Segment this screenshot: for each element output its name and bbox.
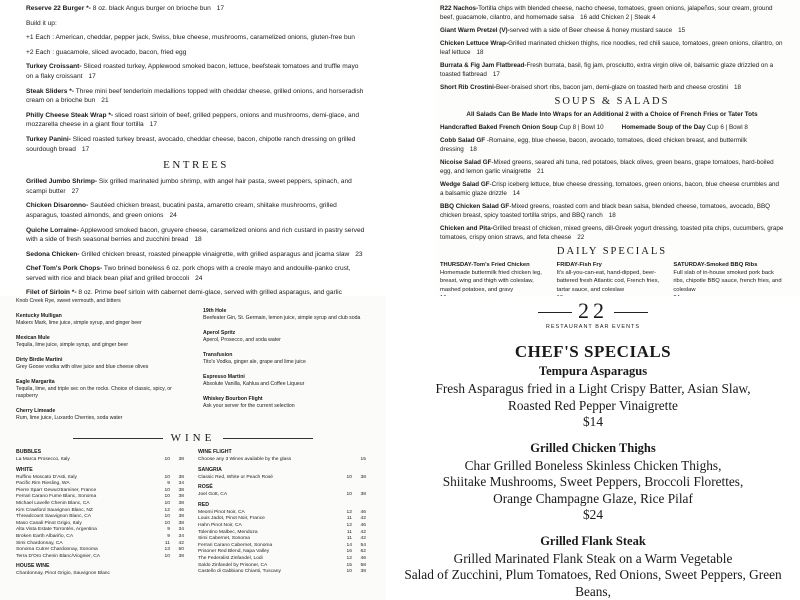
cocktail-name: Espresso Martini <box>203 374 245 380</box>
wine-glass-price: 12 <box>346 555 352 561</box>
wine-name: Simi Chardonnay, CA <box>16 540 63 546</box>
chef-special-desc: Orange Champagne Glaze, Rice Pilaf <box>493 490 693 506</box>
wine-name: Choose any 3 Wines available by the glass <box>198 457 292 462</box>
starter-item <box>440 39 784 57</box>
starter-item-price: 18 <box>476 49 484 56</box>
cocktail-name: Mexican Mule <box>16 335 50 341</box>
chef-special-desc: Roasted Red Pepper Vinaigrette <box>508 397 678 413</box>
wine-bottle-price: 38 <box>178 520 184 526</box>
wine-name: Pacific Rim Riesling, WA <box>16 481 70 487</box>
wine-category: BUBBLES <box>16 449 42 455</box>
salad-item-name: Chicken and Pita- <box>440 225 493 232</box>
sandwich-item-name: Turkey Croissant- <box>26 63 82 71</box>
entree-item <box>26 288 366 296</box>
wine-row <box>198 475 366 482</box>
starter-item-name: Short Rib Crostini- <box>440 84 496 91</box>
wine-bottle-price: 38 <box>178 500 184 506</box>
soup-item <box>440 123 604 132</box>
wine-row <box>198 549 366 556</box>
wine-glass-price: 10 <box>164 520 170 526</box>
wine-bottle-price: 58 <box>360 562 366 568</box>
wine-category: RED <box>198 501 209 508</box>
wine-bottle-price: 42 <box>360 529 366 535</box>
chef-special-desc: Char Grilled Boneless Skinless Chicken Thighs, <box>464 457 722 473</box>
cocktail-name: Dirty Birdie Martini <box>16 357 63 363</box>
salad-item-desc: -Crisp iceberg lettuce, blue cheese dressing, tomatoes, green onions, bacon, blue cheese crumbles and a balsamic glaze drizzle <box>440 181 780 197</box>
sandwich-item <box>26 87 366 106</box>
starter-item-name: Burrata & Fig Jam Flatbread- <box>440 62 527 69</box>
cocktail-desc: Tito's Vodka, ginger ale, grape and lime juice <box>203 359 306 365</box>
starter-item-price: 17 <box>492 71 500 78</box>
sandwich-item-desc: +2 Each : guacamole, sliced avocado, bacon, fried egg <box>26 48 187 56</box>
entree-item <box>26 226 366 245</box>
salad-item <box>440 136 784 154</box>
starter-item-name: Chicken Lettuce Wrap- <box>440 40 509 47</box>
wine-category: HOUSE WINE <box>16 563 50 570</box>
wine-row <box>16 527 184 534</box>
starter-item-price: 18 <box>734 84 742 91</box>
wine-glass-price: 9 <box>167 527 170 533</box>
wine-glass-price: 12 <box>346 522 352 528</box>
daily-special-desc: Homemade buttermilk fried chicken leg, breast, wing and thigh with coleslaw, mashed potatoes, and gravy <box>440 270 542 293</box>
cocktail-columns <box>16 298 366 430</box>
starter-item <box>440 61 784 79</box>
entree-item-name: Filet of Sirloin *- <box>26 289 77 296</box>
cocktail-name: Eagle Margarita <box>16 379 55 385</box>
soup-item-price: Cup 8 | Bowl 10 <box>557 124 604 131</box>
wine-row <box>16 571 184 578</box>
daily-special-day: THURSDAY-Tom's Fried Chicken <box>440 262 530 268</box>
entrees-heading: ENTREES <box>163 159 229 172</box>
salad-item-name: Nicoise Salad GF <box>440 159 492 166</box>
wine-category: WINE FLIGHT <box>198 449 232 455</box>
wine-name: Broken Earth Albariño, CA <box>16 533 74 539</box>
daily-special-day: FRIDAY-Fish Fry <box>556 262 602 268</box>
chef-special-price: $24 <box>583 507 603 522</box>
wrap-note: All Salads Can Be Made Into Wraps for an Additional 2 with a Choice of French Fries or Tater Tots <box>466 111 758 118</box>
daily-special-desc: It's all-you-can-eat, hand-dipped, beer-battered fresh Atlantic cod, French fries, tartar sauce, and coleslaw <box>556 270 660 293</box>
wine-category: SANGRIA <box>198 466 222 473</box>
cocktail-item <box>203 374 366 388</box>
wine-bottle-price: 38 <box>178 494 184 500</box>
sandwich-item-price: 17 <box>216 5 225 12</box>
wine-name: Hahn Pinot Noir, CA <box>198 522 242 528</box>
cocktail-item <box>16 379 179 400</box>
starter-item <box>440 4 784 22</box>
cocktail-desc: Beefeater Gin, St. Germain, lemon juice, simple syrup and club soda <box>203 315 361 321</box>
wine-row <box>16 514 184 521</box>
entree-item <box>26 177 366 196</box>
wine-row <box>16 534 184 541</box>
wine-name: Meomi Pinot Noir, CA <box>198 509 245 515</box>
wine-name: Ruffino Moscato D'Asti, Italy <box>16 474 77 480</box>
cocktail-item <box>16 357 179 371</box>
entree-item-name: Chef Tom's Pork Chops- <box>26 265 103 273</box>
wine-row <box>198 556 366 563</box>
wine-bottle-price: 34 <box>178 481 184 487</box>
sandwich-item-desc: sliced roast sirloin of beef, grilled peppers, onions and mushrooms, demi-glace, and mozzarella cheese in a giant flour tortilla <box>26 111 360 129</box>
sandwich-item-desc: Sliced roasted turkey, Applewood smoked bacon, lettuce, beefsteak tomatoes and truffle mayo on a flaky croissant <box>26 63 359 80</box>
wine-bottle-price: 42 <box>360 516 366 522</box>
wine-glass-price: 12 <box>164 507 170 513</box>
wine-heading: WINE <box>0 432 386 444</box>
entree-item-name: Grilled Jumbo Shrimp- <box>26 178 98 186</box>
cocktail-item <box>16 298 179 305</box>
soup-item-name: Homemade Soup of the Day <box>621 124 706 131</box>
daily-special <box>557 261 668 296</box>
daily-specials-heading: DAILY SPECIALS <box>556 246 668 257</box>
wine-name: Louis Jadot, Pinot Noir, France <box>198 516 265 522</box>
wine-row <box>16 547 184 554</box>
menu-panel-chefs-specials <box>386 296 800 600</box>
cocktail-name: Transfusion <box>203 352 233 358</box>
wine-name: La Marca Prosecco, Italy <box>16 457 70 462</box>
entree-item <box>26 264 366 283</box>
salad-item <box>440 158 784 176</box>
sandwich-item-name: Turkey Panini- <box>26 135 71 143</box>
cocktail-desc: Absolute Vanilla, Kahlua and Coffee Liqueur <box>203 381 305 387</box>
salad-item-desc: -Mixed greens, seared ahi tuna, red potatoes, black olives, green beans, grape tomatoes, hard-boiled egg, and lemon garlic vinaigrette <box>440 159 774 175</box>
sandwiches-entrees-content <box>26 4 366 296</box>
wine-name: Joel Gott, CA <box>198 492 228 498</box>
wine-name: Ferrari Carano Cabernet, Sonoma <box>198 542 273 548</box>
cocktail-desc: Grey Goose vodka with olive juice and blue cheese olives <box>16 364 149 370</box>
wine-glass-price: 10 <box>346 492 352 498</box>
wine-row <box>16 457 184 464</box>
menu-panel-sandwiches-entrees <box>0 0 436 296</box>
wine-name: Kim Crawford Sauvignon Blanc, NZ <box>16 507 93 513</box>
wine-glass-price: 13 <box>164 547 170 553</box>
entree-item-desc: 8 oz. Prime beef sirloin with cabernet demi-glace, served with grilled asparagus, and garlic <box>78 289 342 296</box>
entree-item-price: 23 <box>355 250 363 258</box>
soup-item <box>622 123 748 132</box>
sandwich-list <box>26 4 366 154</box>
cocktail-list-right <box>203 298 366 430</box>
starter-item <box>440 26 784 35</box>
salad-item <box>440 202 784 220</box>
entree-item-name: Quiche Lorraine- <box>26 226 79 234</box>
chef-special-name: Grilled Flank Steak <box>540 533 646 548</box>
sandwich-item <box>26 4 366 14</box>
wine-glass-price: 11 <box>346 516 352 522</box>
cocktail-item <box>203 352 366 366</box>
cocktail-name: 19th Hole <box>203 308 227 314</box>
wine-glass-price: 15 <box>346 562 352 568</box>
chefs-specials-list <box>386 364 800 600</box>
wine-name: Ferrari Carano Fume Blanc, Sonoma <box>16 494 97 500</box>
wine-glass-price: 11 <box>346 529 352 535</box>
wine-bottle-price: 38 <box>360 474 366 480</box>
wine-name: Threadcount Sauvignon Blanc, CA <box>16 514 92 520</box>
chef-special-name: Tempura Asparagus <box>538 364 648 378</box>
wine-glass-price: 14 <box>346 542 352 548</box>
soups-salads-heading: SOUPS & SALADS <box>554 96 670 107</box>
entree-list <box>26 177 366 296</box>
sandwich-item <box>26 33 366 43</box>
wine-bottle-price: 38 <box>178 457 184 462</box>
wine-name: Chardonnay, Pinot Grigio, Sauvignon Blanc <box>16 571 110 577</box>
sandwich-item-name: Reserve 22 Burger *- <box>26 5 91 12</box>
sandwich-item-price: 17 <box>81 145 90 153</box>
entree-item-price: 24 <box>195 274 203 282</box>
salad-item-desc: Grilled breast of chicken, mixed greens, dill-Greek yogurt dressing, toasted pita chips, cucumbers, grape tomatoes, crispy onion straws, and feta cheese <box>440 225 784 241</box>
wine-glass-price: 10 <box>164 494 170 500</box>
wine-bottle-price: 54 <box>360 542 366 548</box>
wine-list-left <box>16 446 184 578</box>
chef-special-name: Grilled Chicken Thighs <box>530 440 656 455</box>
wine-name: Simi Cabernet, Sonoma <box>198 536 250 542</box>
wine-name: Alta Vista Estate Torrontés, Argentina <box>16 527 97 533</box>
sandwich-item-price: 21 <box>101 97 109 105</box>
wine-glass-price <box>338 457 352 464</box>
wine-category: WHITE <box>16 466 33 473</box>
cocktail-desc: Ask your server for the current selection <box>203 403 295 409</box>
wine-bottle-price: 38 <box>360 569 366 575</box>
wine-bottle-price: 42 <box>178 540 184 546</box>
starter-list <box>440 4 784 92</box>
salad-item <box>440 180 784 198</box>
wine-glass-price: 11 <box>346 536 352 542</box>
entree-item <box>26 250 366 260</box>
wine-name: Saldo Zinfandel by Prisoner, CA <box>198 562 268 568</box>
cocktail-item <box>203 308 366 322</box>
wine-name: Prisoner Red Blend, Napa Valley <box>198 549 270 555</box>
salad-item-name: Cobb Salad GF <box>440 137 486 144</box>
wine-glass-price: 16 <box>346 549 352 555</box>
sandwich-item-price: 17 <box>149 121 157 129</box>
chef-special-desc: Grilled Marinated Flank Steak on a Warm Vegetable <box>453 550 733 566</box>
wine-glass-price: 10 <box>164 487 170 493</box>
salad-item-price: 21 <box>537 168 545 175</box>
wine-bottle-price: 34 <box>178 533 184 539</box>
salad-list <box>440 136 784 242</box>
soup-list <box>440 123 784 132</box>
wine-glass-price: 10 <box>164 457 170 462</box>
starter-item <box>440 83 784 92</box>
wine-glass-price: 10 <box>346 474 352 480</box>
sandwich-item-desc: Sliced roasted turkey breast, avocado, cheddar cheese, bacon, chipotle ranch dressing on grilled sourdough bread <box>26 135 356 153</box>
cocktail-list-left <box>16 298 179 430</box>
cocktail-desc: Tequila, lime juice, simple syrup, and ginger beer <box>16 342 129 348</box>
wine-bottle-price: 38 <box>178 487 184 493</box>
sandwich-item <box>26 19 366 29</box>
wine-name: Terra D'Oro Chenin Blanc/Viognier, CA <box>16 553 101 559</box>
wine-bottle-price: 62 <box>360 549 366 555</box>
wine-category: ROSÉ <box>198 484 213 491</box>
daily-special-desc: Full slab of in-house smoked pork back ribs, chipotle BBQ sauce, french fries, and coleslaw <box>673 270 782 293</box>
wine-row <box>198 457 366 464</box>
wine-name: Sonoma Cutrer Chardonnay, Sonoma <box>16 547 98 553</box>
wine-glass-price: 12 <box>346 509 352 515</box>
wine-glass-price: 10 <box>164 553 170 559</box>
wine-glass-price: 11 <box>164 540 170 546</box>
menu-panel-starters-soups-salads <box>436 0 800 296</box>
wine-bottle-price: 42 <box>360 536 366 542</box>
chef-special <box>386 534 800 600</box>
starter-item-price: 15 <box>678 27 686 34</box>
wine-glass-price: 10 <box>164 500 170 506</box>
entree-item-desc: Applewood smoked bacon, gruyere cheese, caramelized onions and rich custard in pastry served with a side of fresh seasonal berries and zucchini bread <box>26 226 365 244</box>
wine-name: The Federalist Zinfandel, Lodi <box>198 555 263 561</box>
entree-item-desc: Sautéed chicken breast, bucatini pasta, amaretto cream, shiitake mushrooms, grilled asparagus, toasted almonds, and green onions <box>26 202 337 219</box>
wine-row <box>198 516 366 523</box>
chef-special <box>386 364 800 431</box>
wine-bottle-price: 46 <box>178 507 184 513</box>
wine-row <box>198 569 366 576</box>
sandwich-item <box>26 111 366 130</box>
wine-glass-price: 10 <box>164 514 170 520</box>
starter-item-desc: Beer-braised short ribs, bacon jam, demi-glaze on toasted herb and cheese crostini <box>495 84 729 91</box>
salad-item-price: 22 <box>577 234 585 241</box>
cocktail-item <box>16 335 179 349</box>
cocktail-item <box>16 313 179 327</box>
chef-special-price: $14 <box>583 414 603 429</box>
entree-item-desc: Two brined boneless 6 oz. pork chops with a creole mayo and andouille-panko crust, served with rice and black bean pilaf and grilled broccoli <box>26 265 351 282</box>
sandwich-item <box>26 135 366 154</box>
starter-item-price: 16 add Chicken 2 | Steak 4 <box>580 14 656 21</box>
restaurant-tagline: RESTAURANT BAR EVENTS <box>545 324 641 330</box>
sandwich-item-desc: 8 oz. black Angus burger on brioche bun <box>90 5 211 12</box>
wine-columns <box>16 446 366 578</box>
sandwich-item-desc: Three mini beef tenderloin medallions topped with cheddar cheese, grilled onions, and horseradish cream on a brioche bun <box>26 87 364 105</box>
chefs-specials-title: CHEF'S SPECIALS <box>514 342 672 361</box>
wine-bottle-price: 38 <box>178 553 184 559</box>
wine-glass-price <box>156 571 170 578</box>
wine-row <box>16 554 184 561</box>
wine-row <box>198 523 366 530</box>
cocktail-item <box>16 408 179 422</box>
chef-special-desc: Shiitake Mushrooms, Sweet Peppers, Broccoli Florettes, <box>442 474 744 489</box>
salad-item-price: 18 <box>469 146 477 153</box>
daily-specials <box>440 261 784 296</box>
cocktail-name: Aperol Spritz <box>203 330 236 336</box>
wine-bottle-price: 15 <box>360 457 366 462</box>
wine-name: Tolentino Malbec, Mendoza <box>198 529 258 535</box>
starter-item-name: Giant Warm Pretzel (V)- <box>440 27 510 34</box>
salad-item-name: Wedge Salad GF <box>440 181 490 188</box>
starters-content <box>440 4 784 296</box>
wine-bottle-price: 46 <box>360 522 366 528</box>
cocktail-name: Cherry Limeade <box>16 408 56 414</box>
salad-item-name: BBQ Chicken Salad GF <box>440 203 510 210</box>
wine-list-right <box>198 446 366 578</box>
chef-special-desc: Salad of Zucchini, Plum Tomatoes, Red Onions, Sweet Peppers, Green Beans, <box>404 567 782 599</box>
wine-bottle-price: 50 <box>178 547 184 553</box>
daily-special <box>440 261 551 296</box>
menu-panel-drinks-wine <box>0 296 386 600</box>
daily-special-day: SATURDAY-Smoked BBQ Ribs <box>673 262 758 268</box>
soup-item-price: Cup 6 | Bowl 8 <box>705 124 748 131</box>
sandwich-item-desc: Build it up: <box>26 19 57 27</box>
cocktail-desc: Rum, lime juice, Luxardo Cherries, soda water <box>16 415 123 421</box>
sandwich-item-name: Philly Cheese Steak Wrap *- <box>26 111 114 119</box>
starter-item-desc: Grilled marinated chicken thighs, rice noodles, red chili sauce, tomatoes, green onions, cilantro, on leaf lettuce <box>440 40 783 56</box>
wine-glass-price: 10 <box>346 569 352 575</box>
wine-name: Pierre Sparr Gewurztraminer, France <box>16 487 97 493</box>
cocktail-desc: Aperol, Prosecco, and soda water <box>203 337 281 343</box>
wine-name: Maso Canali Pinot Grigio, Italy <box>16 520 82 526</box>
cocktail-desc: Makers Mark, lime juice, simple syrup, and ginger beer <box>16 320 142 326</box>
wine-name: Classic Red, White or Peach Rosé <box>198 474 274 480</box>
entree-item-name: Chicken Disaronno- <box>26 202 89 210</box>
salad-item-price: 18 <box>608 212 616 219</box>
entree-item-desc: Grilled chicken breast, roasted pineapple vinaigrette, with grilled asparagus and jicama slaw <box>79 250 350 258</box>
daily-special <box>673 261 784 296</box>
starter-item-name: R22 Nachos- <box>440 5 479 12</box>
sandwich-item <box>26 62 366 81</box>
sandwich-item-price: 17 <box>88 72 96 80</box>
cocktail-desc: Tequila, lime, and triple sec on the rocks. Choice of classic, spicy, or raspberry <box>16 386 172 399</box>
wine-bottle-price: 38 <box>360 492 366 498</box>
salad-item-desc: -Romaine, egg, blue cheese, bacon, avocado, tomatoes, diced chicken breast, and buttermilk dressing <box>440 137 747 153</box>
wine-row <box>16 494 184 501</box>
entree-item-desc: Six grilled marinated jumbo shrimp, with angel hair pasta, sweet peppers, spinach, and scampi butter <box>26 178 352 195</box>
wine-name: Michael Lavelle Chenin Blanc, CA <box>16 500 90 506</box>
wine-bottle-price <box>170 571 184 578</box>
wine-bottle-price: 46 <box>360 555 366 561</box>
soup-item-name: Handcrafted Baked French Onion Soup <box>440 124 558 131</box>
wine-bottle-price: 38 <box>178 474 184 480</box>
cocktail-desc: Knob Creek Rye, sweet vermouth, and bitters <box>16 298 121 304</box>
salad-item-desc: -Mixed greens, roasted corn and black bean salsa, blended cheese, tomatoes, avocado, BBQ chicken breast, spicy toasted tortilla strips, and BBQ ranch <box>440 203 771 219</box>
cocktail-item <box>203 330 366 344</box>
cocktail-name: Whiskey Bourbon Flight <box>203 396 263 402</box>
wine-row <box>198 492 366 499</box>
sandwich-item <box>26 48 366 58</box>
wine-glass-price: 9 <box>167 533 170 539</box>
starter-item-desc: Tortilla chips with blended cheese, nacho cheese, tomatoes, green onions, jalapeños, sour cream, ground beef, guacamole, cilantro, and homemade salsa <box>440 5 773 21</box>
entree-item-price: 27 <box>71 187 79 195</box>
wine-glass-price: 9 <box>167 481 170 487</box>
wine-row <box>16 501 184 508</box>
entree-item-price: 24 <box>169 211 177 219</box>
salad-item <box>440 224 784 242</box>
wine-bottle-price: 38 <box>178 514 184 520</box>
wine-glass-price: 10 <box>164 474 170 480</box>
entree-item-name: Sedona Chicken- <box>26 250 80 258</box>
wine-bottle-price: 34 <box>178 527 184 533</box>
sandwich-item-name: Steak Sliders *- <box>26 87 75 95</box>
wine-bottle-price: 46 <box>360 509 366 515</box>
sandwich-item-desc: +1 Each : American, cheddar, pepper jack, Swiss, blue cheese, mushrooms, caramelized onions, gluten-free bun <box>26 34 355 42</box>
wine-name: Castello di Gabbiano Chianti, Tuscany <box>198 569 281 575</box>
chef-special-desc: Fresh Asparagus fried in a Light Crispy Batter, Asian Slaw, <box>435 381 751 396</box>
starter-item-desc: Fresh burrata, basil, fig jam, prosciutto, extra virgin olive oil, balsamic glaze drizzled on a toasted flatbread <box>440 62 774 78</box>
starter-item-desc: served with a side of Beer cheese & honey mustard sauce <box>509 27 673 34</box>
entree-item-price: 18 <box>194 236 202 244</box>
salad-item-price: 14 <box>512 190 520 197</box>
wine-row <box>198 536 366 543</box>
chef-special <box>386 441 800 524</box>
cocktail-item <box>203 396 366 410</box>
cocktail-name: Kentucky Mulligan <box>16 313 62 319</box>
wine-row <box>16 481 184 488</box>
entree-item <box>26 201 366 220</box>
restaurant-logo: 22 <box>386 298 800 324</box>
